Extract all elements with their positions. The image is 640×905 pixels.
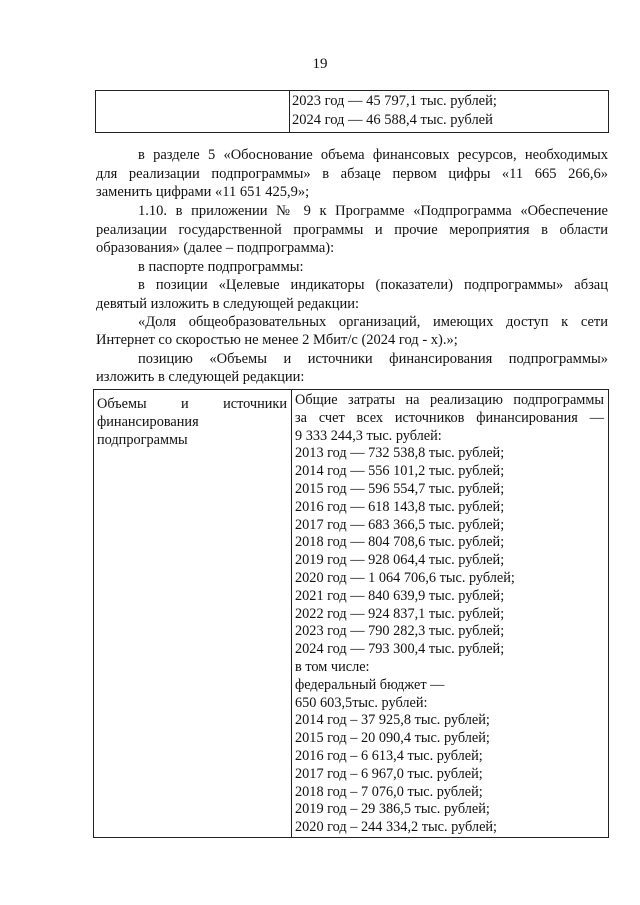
federal-budget-total: 650 603,5тыс. рублей: bbox=[295, 694, 428, 711]
year-line: 2017 год — 683 366,5 тыс. рублей; bbox=[295, 516, 505, 533]
paragraph-volumes bbox=[96, 350, 608, 369]
paragraph-line: изложить в следующей редакции: bbox=[96, 369, 305, 385]
year-line: 2021 год — 840 639,9 тыс. рублей; bbox=[295, 587, 505, 604]
paragraph-line: в позиции «Целевые индикаторы (показатели) подпрограммы» абзац bbox=[138, 277, 608, 293]
funding-table bbox=[93, 389, 609, 838]
paragraph-line: для реализации подпрограммы» в абзаце первом цифры «11 665 266,6» bbox=[96, 165, 608, 182]
paragraph-line: в разделе 5 «Обоснование объема финансовых ресурсов, необходимых bbox=[138, 147, 608, 163]
year-line: 2016 год — 618 143,8 тыс. рублей; bbox=[295, 498, 505, 515]
table-label-line: Объемы и источники bbox=[97, 396, 287, 412]
paragraph-passport: в паспорте подпрограммы: bbox=[138, 259, 304, 275]
year-line: 2023 год — 790 282,3 тыс. рублей; bbox=[295, 623, 505, 640]
continuation-table-empty-cell bbox=[96, 91, 290, 133]
paragraph-line: 1.10. в приложении № 9 к Программе «Подпрограмма «Обеспечение bbox=[138, 203, 608, 219]
year-line: 2024 год — 793 300,4 тыс. рублей; bbox=[295, 641, 505, 658]
table-line: 9 333 244,3 тыс. рублей: bbox=[295, 427, 442, 444]
paragraph-line: «Доля общеобразовательных организаций, имеющих доступ к сети bbox=[138, 314, 608, 330]
paragraph-line: позицию «Объемы и источники финансирования подпрограммы» bbox=[138, 351, 608, 367]
table-line: 2023 год — 45 797,1 тыс. рублей; bbox=[292, 93, 497, 109]
paragraph-quote bbox=[96, 313, 608, 332]
year-line: 2014 год — 556 101,2 тыс. рублей; bbox=[295, 463, 505, 480]
federal-year-line: 2016 год – 6 613,4 тыс. рублей; bbox=[295, 747, 483, 764]
federal-budget-label: федеральный бюджет — bbox=[295, 676, 445, 693]
paragraph-line: образования» (далее – подпрограмма): bbox=[96, 240, 335, 256]
paragraph-section5 bbox=[96, 146, 608, 183]
paragraph-indicators bbox=[96, 276, 608, 295]
paragraph-appendix9 bbox=[96, 202, 608, 239]
federal-year-line: 2020 год – 244 334,2 тыс. рублей; bbox=[295, 819, 498, 836]
federal-year-line: 2015 год – 20 090,4 тыс. рублей; bbox=[295, 730, 490, 747]
paragraph-line: девятый изложить в следующей редакции: bbox=[96, 296, 360, 312]
federal-year-line: 2019 год – 29 386,5 тыс. рублей; bbox=[295, 801, 490, 818]
including-label: в том числе: bbox=[295, 658, 370, 675]
paragraph-line: заменить цифрами «11 651 425,9»; bbox=[96, 184, 310, 200]
year-line: 2020 год — 1 064 706,6 тыс. рублей; bbox=[295, 569, 515, 586]
federal-year-line: 2018 год – 7 076,0 тыс. рублей; bbox=[295, 783, 483, 800]
paragraph-line: Интернет со скоростью не менее 2 Мбит/с (2024 год - х).»; bbox=[96, 332, 458, 348]
table-line: Общие затраты на реализацию подпрограммы bbox=[295, 392, 604, 408]
funding-table-label-cell bbox=[94, 390, 292, 838]
year-line: 2019 год — 928 064,4 тыс. рублей; bbox=[295, 552, 505, 569]
table-label-line: финансирования bbox=[97, 413, 199, 430]
year-line: 2015 год — 596 554,7 тыс. рублей; bbox=[295, 480, 505, 497]
table-line: за счет всех источников финансирования — bbox=[295, 409, 604, 426]
continuation-table-values-cell bbox=[290, 91, 609, 133]
funding-table-values-cell bbox=[292, 390, 609, 838]
paragraph-line: реализации государственной программы и прочие мероприятия в области bbox=[96, 221, 608, 238]
table-label-line: подпрограммы bbox=[97, 431, 188, 448]
federal-year-line: 2014 год – 37 925,8 тыс. рублей; bbox=[295, 712, 490, 729]
continuation-table bbox=[95, 90, 609, 133]
year-line: 2013 год — 732 538,8 тыс. рублей; bbox=[295, 445, 505, 462]
page-number: 19 bbox=[312, 56, 328, 72]
year-line: 2022 год — 924 837,1 тыс. рублей; bbox=[295, 605, 505, 622]
table-line: 2024 год — 46 588,4 тыс. рублей bbox=[292, 112, 493, 128]
federal-year-line: 2017 год – 6 967,0 тыс. рублей; bbox=[295, 765, 483, 782]
year-line: 2018 год — 804 708,6 тыс. рублей; bbox=[295, 534, 505, 551]
